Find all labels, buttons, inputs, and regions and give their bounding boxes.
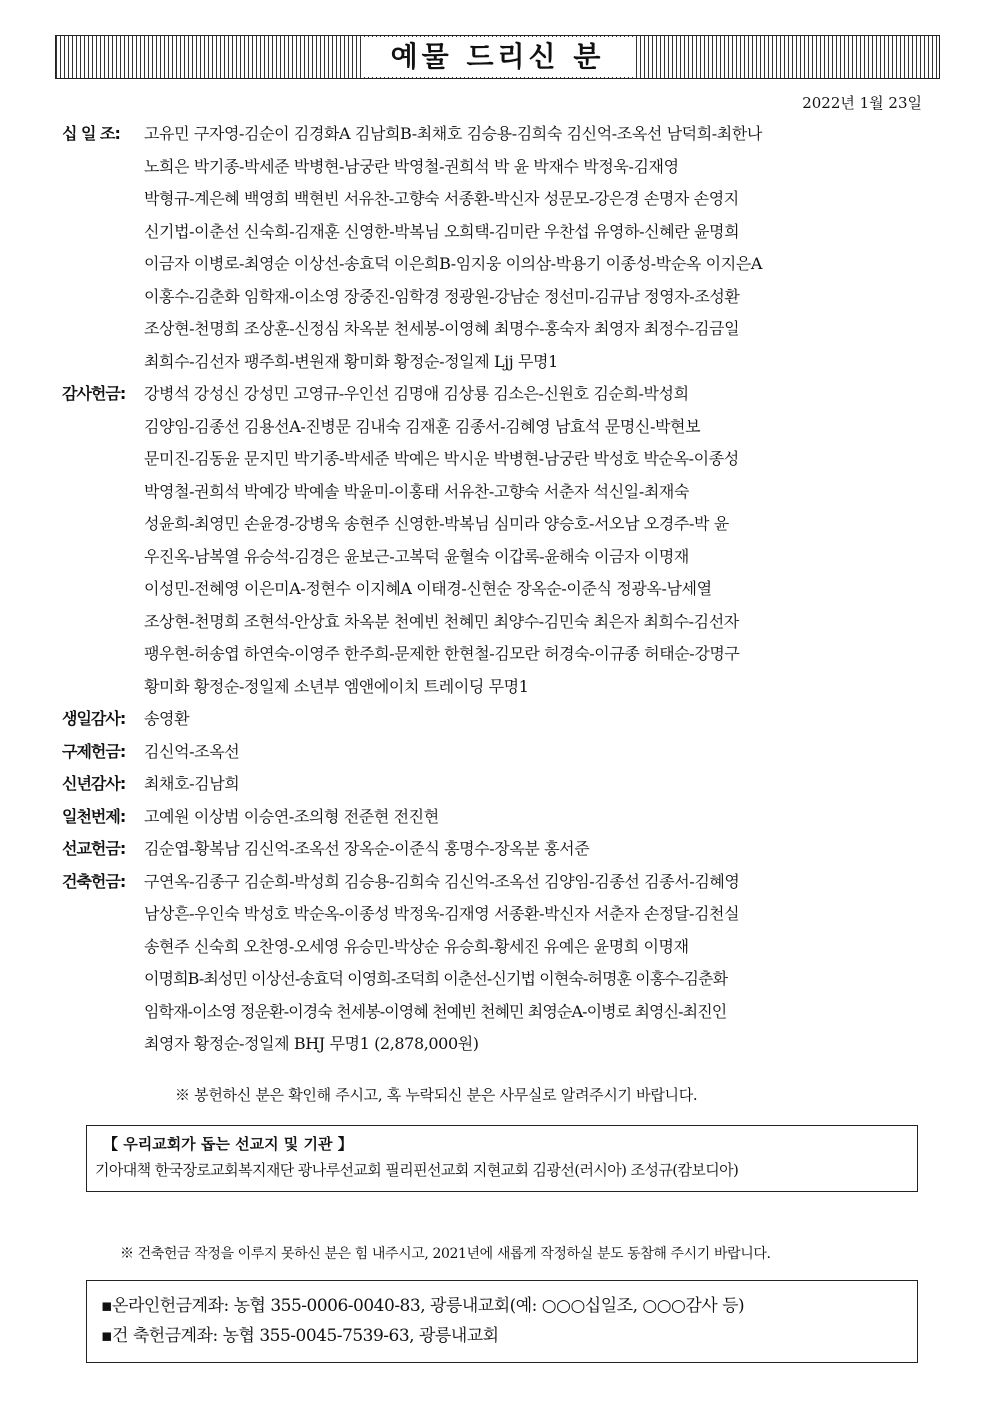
name-line: 우진옥-남복열 유승석-김경은 윤보근-고복덕 윤혈숙 이갑록-윤해숙 이금자 이명재 [144,546,689,566]
missions-list: 기아대책 한국장로교회복지재단 광나루선교회 필리핀선교회 지현교회 김광선(러시아) 조성규(캄보디아) [95,1161,739,1179]
missions-title: 【 우리교회가 돕는 선교지 및 기관 】 [103,1135,353,1153]
section-label: 일천번제: [62,806,126,826]
name-line: 강병석 강성신 강성민 고영규-우인선 김명애 김상룡 김소은-신원호 김순희-박성희 [144,384,689,403]
online-offering-account: ▪온라인헌금계좌: 농협 355-0006-0040-83, 광릉내교회(예: ○○○십일조, ○○○감사 등) [101,1296,745,1316]
name-line: 구연옥-김종구 김순희-박성희 김승용-김희숙 김신억-조옥선 김양임-김종선 김종서-김혜영 [144,871,740,891]
name-line: 김신억-조옥선 [144,741,240,761]
name-line: 황미화 황정순-정일제 소년부 엠앤에이치 트레이딩 무명1 [144,676,529,696]
bulletin-date: 2022년 1월 23일 [802,94,922,112]
name-line: 박형규-계은혜 백영희 백현빈 서유찬-고향숙 서종환-박신자 성문모-강은경 손명자 손영지 [144,189,739,208]
section-label: 감사헌금: [62,384,126,403]
building-offering-account: ▪건 축헌금계좌: 농협 355-0045-7539-63, 광릉내교회 [101,1326,499,1346]
name-line: 김양임-김종선 김용선A-진병문 김내숙 김재훈 김종서-김혜영 남효석 문명신-박현보 [144,416,701,436]
name-line: 송영환 [144,709,190,728]
name-line: 이홍수-김춘화 임학재-이소영 장중진-임학경 정광원-강남순 정선미-김규남 정영자-조성환 [144,286,740,306]
name-line: 조상현-천명희 조상훈-신정심 차옥분 천세봉-이영혜 최명수-홍숙자 최영자 최정수-김금일 [144,319,740,338]
name-line: 임학재-이소영 정운환-이경숙 천세봉-이영혜 천예빈 천혜민 최영순A-이병로 최영신-최진인 [144,1001,727,1021]
name-line: 남상흔-우인숙 박성호 박순옥-이종성 박정욱-김재영 서종환-박신자 서춘자 손정달-김천실 [144,904,740,923]
section-label: 십 일 조: [62,124,120,143]
page-header [55,35,940,79]
section-thousand-offerings [62,801,942,834]
name-line: 노희은 박기종-박세준 박병현-남궁란 박영철-권희석 박 윤 박재수 박정욱-김재영 [144,156,679,176]
name-line: 이성민-전혜영 이은미A-정현수 이지혜A 이태경-신현순 장옥순-이준식 정광옥-남세열 [144,579,712,598]
section-tithe [62,118,942,378]
name-line: 팽우현-허송엽 하연숙-이영주 한주희-문제한 한현철-김모란 허경숙-이규종 허태순-강명구 [144,644,740,663]
building-pledge-notice: ※ 건축헌금 작정을 이루지 못하신 분은 힘 내주시고, 2021년에 새롭게 작정하실 분도 동참해 주시기 바랍니다. [120,1246,771,1262]
section-mission [62,833,942,866]
name-line: 최희수-김선자 팽주희-변원재 황미화 황정순-정일제 Ljj 무명1 [144,351,558,371]
name-line: 박영철-권희석 박예강 박예솔 박윤미-이홍태 서유찬-고향숙 서춘자 석신일-최재숙 [144,481,689,501]
name-line: 고예원 이상범 이승연-조의형 전준현 전진현 [144,806,439,826]
name-line: 이명희B-최성민 이상선-송효덕 이영희-조덕희 이춘선-신기법 이현숙-허명훈 이홍수-김춘화 [144,969,728,988]
section-birthday [62,703,942,736]
name-line: 문미진-김동윤 문지민 박기종-박세준 박예은 박시운 박병현-남궁란 박성호 박순옥-이종성 [144,449,739,468]
section-label: 신년감사: [62,774,126,793]
offerings-list [62,118,942,1061]
name-line: 성윤희-최영민 손윤경-강병욱 송현주 신영한-박복님 심미라 양승호-서오남 오경주-박 윤 [144,514,729,533]
page-title: 예물 드리신 분 [361,37,635,77]
section-thanksgiving [62,378,942,703]
missions-box [86,1125,918,1192]
accounts-box [86,1280,918,1363]
section-label: 선교헌금: [62,839,126,858]
name-line: 최채호-김남희 [144,774,240,793]
section-relief [62,736,942,769]
name-line: 이금자 이병로-최영순 이상선-송효덕 이은희B-임지웅 이의삼-박용기 이종성-박순옥 이지은A [144,254,762,273]
section-label: 건축헌금: [62,871,126,891]
verification-notice: ※ 봉헌하신 분은 확인해 주시고, 혹 누락되신 분은 사무실로 알려주시기 바랍니다. [175,1086,698,1104]
section-label: 생일감사: [62,709,126,728]
section-label: 구제헌금: [62,741,126,761]
name-line: 신기법-이춘선 신숙희-김재훈 신영한-박복님 오희택-김미란 우찬섭 유영하-신혜란 윤명희 [144,221,740,241]
section-building [62,866,942,1061]
name-line: 조상현-천명희 조현석-안상효 차옥분 천예빈 천혜민 최양수-김민숙 최은자 최희수-김선자 [144,611,739,631]
name-line: 송현주 신숙희 오찬영-오세영 유승민-박상순 유승희-황세진 유예은 윤명희 이명재 [144,936,689,956]
section-new-year [62,768,942,801]
name-line: 김순엽-황복남 김신억-조옥선 장옥순-이준식 홍명수-장옥분 홍서준 [144,839,590,858]
name-line: 최영자 황정순-정일제 BHJ 무명1 (2,878,000원) [144,1034,479,1053]
name-line: 고유민 구자영-김순이 김경화A 김남희B-최채호 김승용-김희숙 김신억-조옥선 남덕희-최한나 [144,124,762,143]
